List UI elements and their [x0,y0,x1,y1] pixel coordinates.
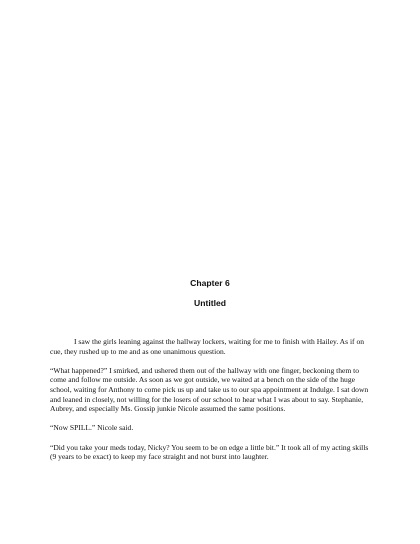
paragraph: “What happened?” I smirked, and ushered them out of the hallway with one finger, beckoning them to come and follow me outside. As soon as we got outside, we waited at a bench on the side of the huge school, waiting for Anthony to come pick us up and take us to our spa appointment at Indulge. I sat down and leaned in closely, not willing for the losers of our school to hear what I was about to say. Stephanie, Aubrey, and especially Ms. Gossip junkie Nicole assumed the same positions. [50,365,369,414]
paragraph: “Did you take your meds today, Nicky? You seem to be on edge a little bit.” It took all of my acting skills (9 years to be exact) to keep my face straight and not burst into laughter. [50,442,369,462]
chapter-title: Untitled [194,298,226,308]
paragraph: I saw the girls leaning against the hallway lockers, waiting for me to finish with Hailey. As if on cue, they rushed up to me and as one unanimous question. [50,337,365,356]
chapter-number: Chapter 6 [190,278,230,288]
chapter-body [50,337,372,471]
paragraph: “Now SPILL.” Nicole said. [50,423,134,433]
